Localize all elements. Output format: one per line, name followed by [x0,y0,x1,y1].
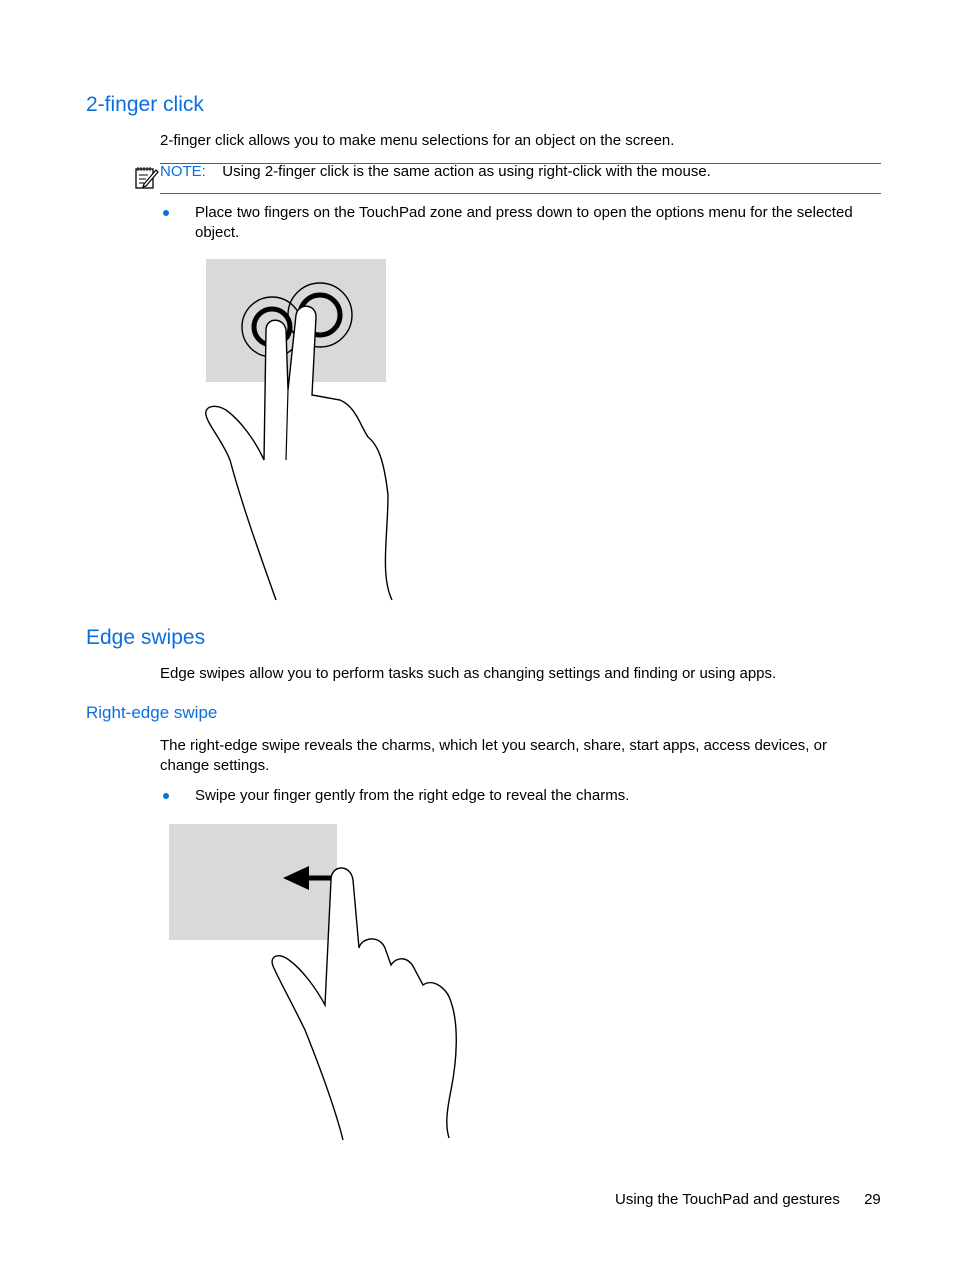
right-edge-bullet-text: Swipe your finger gently from the right edge to reveal the charms. [195,787,630,804]
edge-swipes-intro: Edge swipes allow you to perform tasks such as changing settings and finding or using apps. [160,665,777,682]
note-label: NOTE: [160,163,206,180]
two-finger-bullet-text: Place two fingers on the TouchPad zone and press down to open the options menu for the selected object. [195,204,853,241]
note-row [160,162,711,182]
note-text: Using 2-finger click is the same action as using right-click with the mouse. [222,163,711,180]
heading-2-finger-click: 2-finger click [86,93,204,116]
right-edge-intro: The right-edge swipe reveals the charms, which let you search, share, start apps, access devices, or change settings. [160,737,827,774]
right-edge-swipe-illustration [165,820,465,1145]
footer-title: Using the TouchPad and gestures [615,1191,840,1208]
heading-right-edge-swipe: Right-edge swipe [86,703,218,722]
note-bottom-rule [160,193,881,194]
page-number: 29 [864,1191,881,1208]
two-finger-intro: 2-finger click allows you to make menu selections for an object on the screen. [160,132,675,149]
bullet-dot-icon [163,210,169,216]
footer [615,1191,881,1208]
heading-edge-swipes: Edge swipes [86,626,206,649]
two-finger-click-illustration [200,255,420,605]
note-pencil-icon [134,164,160,190]
bullet-dot-icon [163,793,169,799]
touchpad-zone [169,824,337,940]
